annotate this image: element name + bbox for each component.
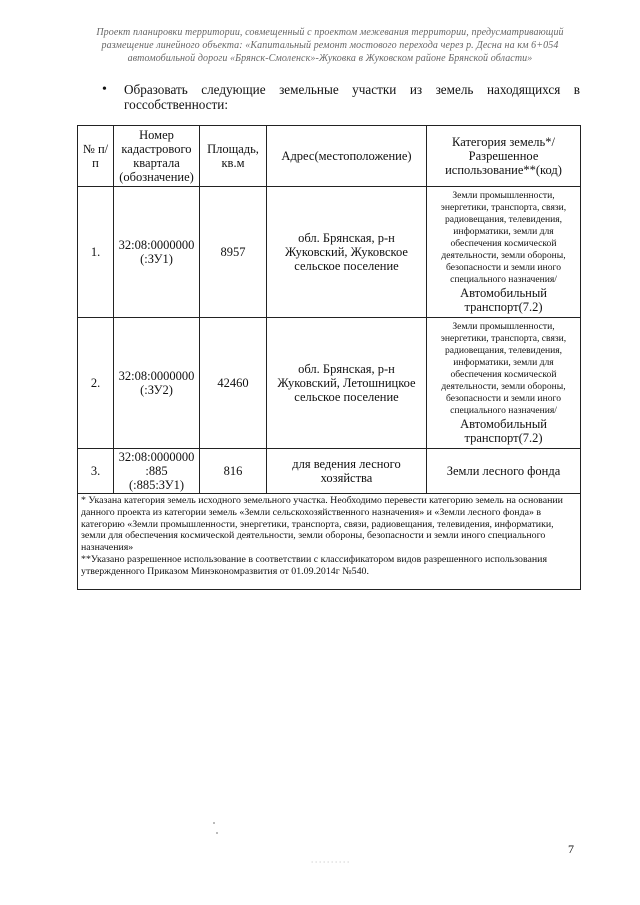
cadastral-designation: (:885:ЗУ1) [128, 478, 185, 492]
document-header [60, 26, 600, 65]
row-category [427, 318, 581, 449]
row-address: для ведения лесного хозяйства [267, 449, 427, 494]
table-row [78, 449, 581, 494]
header-address: Адрес(местоположение) [267, 126, 427, 187]
row-cadastral [114, 449, 200, 494]
row-cadastral [114, 187, 200, 318]
intro-text: Образовать следующие земельные участки из земель находящихся в госсобственности: [124, 82, 580, 112]
row-area: 816 [200, 449, 267, 494]
cadastral-quarter: :885 [145, 464, 168, 478]
row-area: 42460 [200, 318, 267, 449]
permitted-use: Автомобильный транспорт(7.2) [460, 417, 547, 445]
cadastral-designation: (:ЗУ2) [140, 383, 173, 397]
cadastral-number: 32:08:0000000 [118, 450, 195, 464]
table-header-row [78, 126, 581, 187]
header-category: Категория земель*/ Разрешенное использование**(код) [427, 126, 581, 187]
row-num: 3. [78, 449, 114, 494]
cadastral-designation: (:ЗУ1) [140, 252, 173, 266]
scan-speck [216, 832, 218, 834]
row-cadastral [114, 318, 200, 449]
page-number: 7 [568, 842, 574, 856]
row-address: обл. Брянская, р-н Жуковский, Летошницкое сельское поселение [267, 318, 427, 449]
header-line-2: размещение линейного объекта: «Капитальный ремонт мостового перехода через р. Десна на км 6+054 [101, 40, 559, 51]
cadastral-number: 32:08:0000000 [118, 369, 195, 383]
header-line-1: Проект планировки территории, совмещенный с проектом межевания территории, предусматривающий [96, 27, 564, 38]
row-category [427, 449, 581, 494]
cadastral-number: 32:08:0000000 [118, 238, 195, 252]
row-num: 1. [78, 187, 114, 318]
header-area: Площадь, кв.м [200, 126, 267, 187]
scan-speck [213, 822, 215, 824]
bullet-marker: • [102, 82, 107, 97]
header-cadastral: Номер кадастрового квартала (обозначение) [114, 126, 200, 187]
permitted-use: Автомобильный транспорт(7.2) [460, 286, 547, 314]
row-num: 2. [78, 318, 114, 449]
header-num: № п/п [78, 126, 114, 187]
category-text: Земли промышленности, энергетики, транспорта, связи, радиовещания, телевидения, информатики, земли для обеспечения космической деятельности, земли обороны, безопасности и земли иного специального назначения/ [440, 190, 567, 285]
footnote-permitted-use: **Указано разрешенное использование в соответствии с классификатором видов разрешенного использования утвержденного Приказом Минэкономразвития от 01.09.2014г №540. [81, 553, 547, 577]
table-notes-row [78, 494, 581, 590]
permitted-use: Земли лесного фонда [446, 464, 561, 478]
table-notes [78, 494, 581, 590]
row-address: обл. Брянская, р-н Жуковский, Жуковское сельское поселение [267, 187, 427, 318]
row-category [427, 187, 581, 318]
table-row [78, 318, 581, 449]
footnote-category: * Указана категория земель исходного земельного участка. Необходимо перевести категорию земель на основании данного проекта из категории земель «Земли сельскохозяйственного назначения» и «Земли лесного фонда» в категорию «Земли промышленности, энергетики, транспорта, связи, радиовещания, телевидения, информатики, земли для обеспечения космической деятельности, земли обороны, безопасности и земли иного специального назначения» [81, 495, 563, 554]
land-plots-table [77, 125, 581, 590]
table-row [78, 187, 581, 318]
header-line-3: автомобильной дороги «Брянск-Смоленск»-Жуковка в Жуковском районе Брянской области» [127, 53, 533, 64]
page-footer: · · · · · · · · · · [311, 858, 349, 867]
category-text: Земли промышленности, энергетики, транспорта, связи, радиовещания, телевидения, информатики, земли для обеспечения космической деятельности, земли обороны, безопасности и земли иного специального назначения/ [440, 321, 567, 416]
intro-paragraph [102, 82, 580, 112]
row-area: 8957 [200, 187, 267, 318]
